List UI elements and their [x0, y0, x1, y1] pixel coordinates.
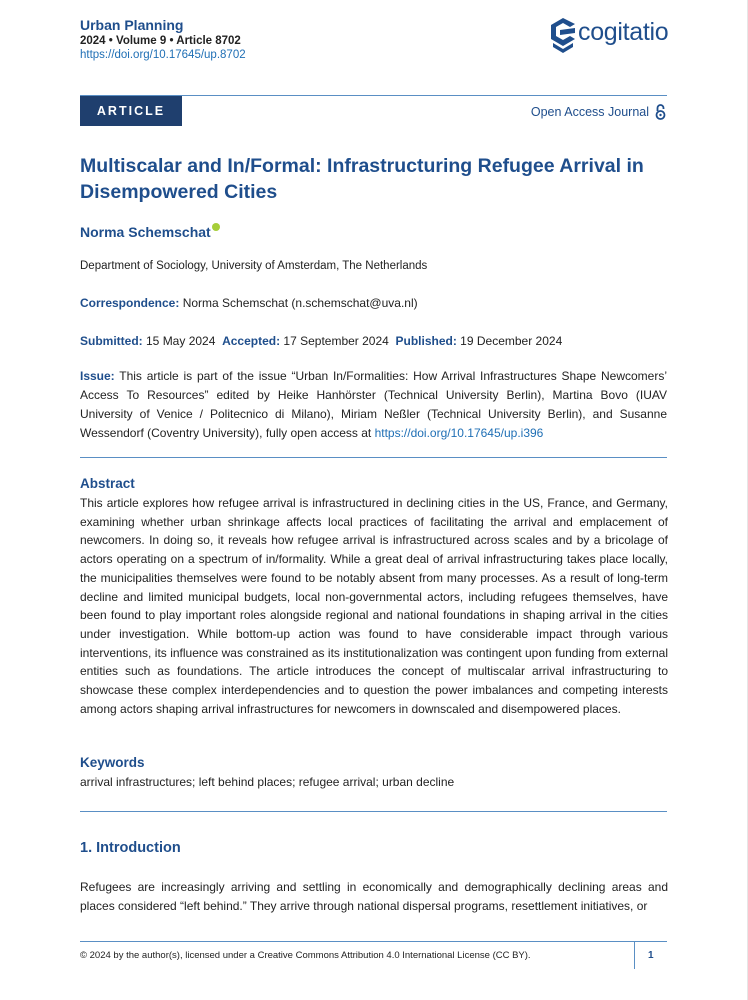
abstract-text: This article explores how refugee arrival is infrastructured in declining cities in the US, France, and Germany, examining whether urban shrinkage affects local practices of facilitating the arrival and emplacement of newcomers. In doing so, it reveals how refugee arrival is infrastructured across scales and by a bricolage of actors operating on a spectrum of in/formality. While a great deal of arrival infrastructuring takes place locally, the municipalities themselves were found to be notably absent from many processes. As a result of long-term decline and limited municipal budgets, local non-governmental actors, including refugees themselves, have been found to play important roles alongside regional and national foundations in shaping arrival in the cities under investigation. While bottom-up action was found to have considerable impact through various interventions, its influence was constrained as its institutionalization was contingent upon funding from external entities such as foundations. The article introduces the concept of multiscalar arrival infrastructuring to showcase these complex interdependencies and to question the power imbalances and competing interests among actors shaping arrival infrastructures for newcomers in downscaled and disempowered places.	[80, 496, 668, 716]
correspondence-value: Norma Schemschat (n.schemschat@uva.nl)	[179, 296, 418, 310]
issue-text: This article is part of the issue “Urban In/Formalities: How Arrival Infrastructures Shape Newcomers’ Access To Resources” edited by Heike Hanhörster (Technical University Berlin), Martina Bovo (IUAV University of Venice / Politecnico di Milano), Miriam Neßler (Technical University Berlin), and Susanne Wessendorf (Coventry University), fully open access at	[80, 369, 667, 440]
accepted-label: Accepted:	[222, 334, 281, 348]
introduction-text: Refugees are increasingly arriving and settling in economically and demographically declining areas and places considered “left behind.” They arrive through national dispersal programs, resettlement initiatives, or	[80, 880, 668, 913]
footer-divider	[80, 941, 667, 942]
publication-dates	[80, 334, 562, 348]
journal-name: Urban Planning	[80, 17, 184, 33]
page-number: 1	[648, 950, 654, 961]
correspondence-label: Correspondence:	[80, 296, 180, 310]
cogitatio-logo-icon	[548, 16, 578, 54]
published-label: Published:	[395, 334, 457, 348]
accepted-date: 17 September 2024	[280, 334, 396, 348]
submitted-date: 15 May 2024	[142, 334, 223, 348]
open-access-text: Open Access Journal	[530, 105, 649, 119]
footer-separator	[634, 941, 635, 969]
submitted-label: Submitted:	[80, 334, 143, 348]
license-notice: © 2024 by the author(s), licensed under a Creative Commons Attribution 4.0 International License (CC BY).	[80, 950, 531, 961]
volume-line: 2024 • Volume 9 • Article 8702	[80, 35, 241, 47]
correspondence-line	[80, 296, 418, 310]
issue-note	[80, 367, 667, 443]
open-access-label	[531, 104, 666, 120]
introduction-heading: 1. Introduction	[80, 840, 181, 856]
issue-doi-link[interactable]: https://doi.org/10.17645/up.i396	[374, 426, 544, 440]
issue-label: Issue:	[80, 369, 115, 383]
section-divider-1	[80, 457, 667, 458]
author-affiliation: Department of Sociology, University of Amsterdam, The Netherlands	[80, 260, 428, 272]
section-divider-2	[80, 811, 667, 812]
keywords-text: arrival infrastructures; left behind places; refugee arrival; urban decline	[80, 775, 455, 789]
article-title: Multiscalar and In/Formal: Infrastructuring Refugee Arrival in Disempowered Cities	[80, 155, 644, 203]
article-type-badge: ARTICLE	[80, 96, 182, 126]
orcid-icon[interactable]	[212, 223, 220, 231]
author-name: Norma Schemschat	[80, 224, 211, 240]
published-date: 19 December 2024	[456, 334, 563, 348]
keywords-heading: Keywords	[80, 755, 145, 770]
article-doi-link[interactable]: https://doi.org/10.17645/up.8702	[80, 49, 246, 61]
abstract-heading: Abstract	[80, 476, 135, 491]
open-access-lock-icon	[655, 104, 666, 120]
logo-wordmark: cogitatio	[578, 18, 669, 46]
